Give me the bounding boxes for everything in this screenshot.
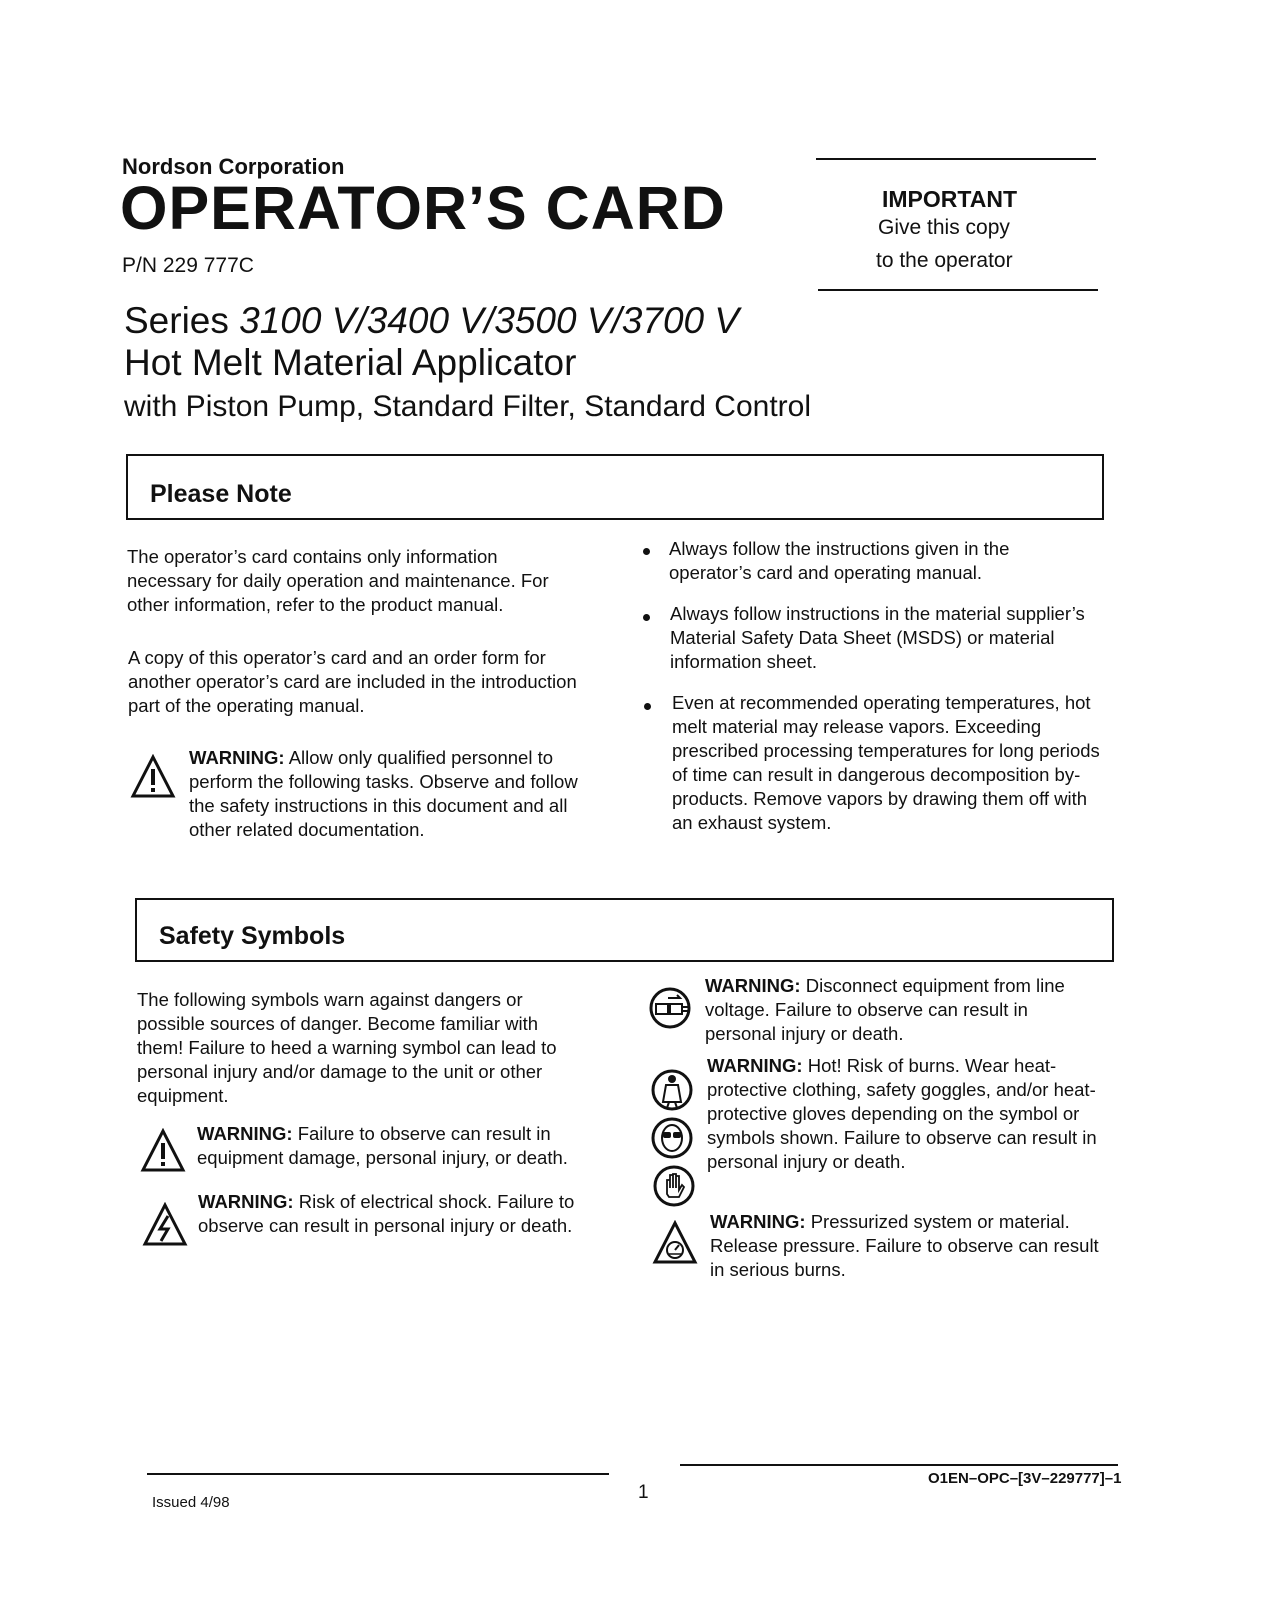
bullet-item-3: Even at recommended operating temperatures, hot melt material may release vapors. Exceeding prescribed processing temperatures for long periods of time can result in dangerous decomposition by-products. Remove vapors by drawing them off with an exhaust system.	[672, 692, 1100, 833]
please-note-paragraph-2: A copy of this operator’s card and an order form for another operator’s card are included in the introduction part of the operating manual.	[128, 647, 577, 716]
electrical-shock-triangle-icon	[142, 1202, 188, 1248]
footer-rule-left	[147, 1473, 609, 1475]
warning-text: Pressurized system or material. Release pressure. Failure to observe can result in serious burns.	[710, 1211, 1099, 1280]
warning-triangle-icon	[130, 754, 176, 800]
series-models: 3100 V/3400 V/3500 V/3700 V	[239, 300, 740, 341]
document-title: OPERATOR’S CARD	[120, 174, 726, 242]
important-line-2: to the operator	[876, 249, 1013, 272]
safety-intro: The following symbols warn against dangers or possible sources of danger. Become familiar with them! Failure to heed a warning symbol can lead to personal injury and/or damage to the unit or other equipment.	[137, 989, 557, 1106]
warning-text: Risk of electrical shock. Failure to observe can result in personal injury or death.	[198, 1191, 575, 1236]
important-top-rule	[816, 158, 1096, 160]
important-title: IMPORTANT	[882, 186, 1018, 212]
bullet-item-1: Always follow the instructions given in the operator’s card and operating manual.	[669, 538, 1010, 583]
bullet-dot-3	[644, 703, 651, 710]
warning-label: WARNING:	[705, 975, 801, 996]
warning-text: Hot! Risk of burns. Wear heat-protective clothing, safety goggles, and/or heat-protective gloves depending on the symbol or symbols shown. Failure to observe can result in personal injury or death.	[707, 1055, 1097, 1172]
warning-label: WARNING:	[197, 1123, 293, 1144]
safety-goggles-icon	[650, 1116, 694, 1160]
safety-warning-general	[197, 1122, 597, 1170]
please-note-heading: Please Note	[150, 480, 292, 508]
warning-label: WARNING:	[710, 1211, 806, 1232]
please-note-header-inner-rule	[126, 454, 1102, 456]
document-code: O1EN–OPC–[3V–229777]–1	[928, 1470, 1122, 1487]
safety-warning-hot	[707, 1054, 1117, 1174]
protective-clothing-icon	[650, 1068, 694, 1112]
bullet-dot-2	[643, 614, 650, 621]
warning-label: WARNING:	[189, 747, 285, 768]
bullet-dot-1	[643, 548, 650, 555]
product-subtitle: with Piston Pump, Standard Filter, Standard Control	[124, 390, 812, 423]
footer-rule-right	[680, 1464, 1118, 1466]
warning-triangle-icon	[140, 1128, 186, 1174]
safety-warning-pressure	[710, 1210, 1100, 1282]
warning-text: Allow only qualified personnel to perform the following tasks. Observe and follow the safety instructions in this document and all other related documentation.	[189, 747, 578, 840]
warning-label: WARNING:	[198, 1191, 294, 1212]
safety-symbols-heading: Safety Symbols	[159, 922, 346, 950]
series-prefix: Series	[124, 300, 240, 341]
protective-gloves-icon	[652, 1164, 696, 1208]
page-number: 1	[638, 1482, 649, 1503]
part-number: P/N 229 777C	[122, 254, 254, 277]
safety-warning-electrical	[198, 1190, 608, 1238]
series-line	[124, 300, 739, 342]
please-note-warning	[189, 746, 589, 842]
important-bottom-rule	[818, 289, 1098, 291]
warning-text: Failure to observe can result in equipment damage, personal injury, or death.	[197, 1123, 568, 1168]
pressure-triangle-icon	[652, 1220, 698, 1266]
product-name: Hot Melt Material Applicator	[124, 342, 577, 383]
warning-label: WARNING:	[707, 1055, 803, 1076]
important-line-1: Give this copy	[878, 216, 1010, 239]
bullet-item-2: Always follow instructions in the material supplier’s Material Safety Data Sheet (MSDS) or material information sheet.	[670, 603, 1085, 672]
warning-text: Disconnect equipment from line voltage. Failure to observe can result in personal injury or death.	[705, 975, 1065, 1044]
safety-warning-disconnect	[705, 974, 1100, 1046]
please-note-paragraph-1: The operator’s card contains only information necessary for daily operation and maintenance. For other information, refer to the product manual.	[127, 546, 549, 615]
issued-date: Issued 4/98	[152, 1494, 230, 1511]
disconnect-plug-icon	[648, 986, 692, 1030]
company-name: Nordson Corporation	[122, 154, 345, 179]
